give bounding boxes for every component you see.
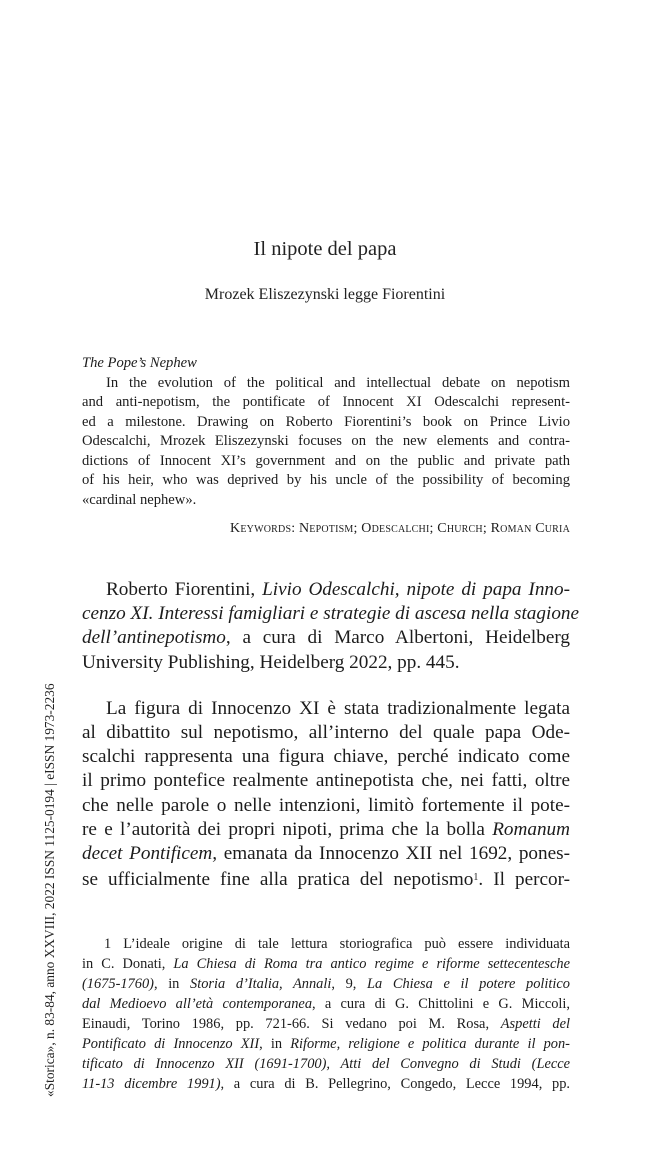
footnote-italic: tificato di Innocenzo XII (1691-1700), Atti del Convegno di Studi (Lecce xyxy=(82,1056,570,1072)
footnote-italic: Storia d’Italia, Annali xyxy=(190,976,332,992)
footnote-italic: La Chiesa di Roma tra antico regime e riforme settecentesche xyxy=(173,956,570,972)
citation-line xyxy=(82,626,570,650)
footnote-italic: (1675-1760) xyxy=(82,976,154,992)
abstract-line: of his heir, who was deprived by his uncle of the possibility of becoming xyxy=(82,472,570,488)
abstract-line: and anti-nepotism, the pontificate of Innocent XI Odescalchi represent- xyxy=(82,394,570,410)
body-text: emanata da Innocenzo XII nel 1692, pones- xyxy=(217,843,570,865)
abstract xyxy=(82,354,570,510)
abstract-line: Odescalchi, Mrozek Eliszezynski focuses on the new elements and contra- xyxy=(82,433,570,449)
body-line: La figura di Innocenzo XI è stata tradizionalmente legata xyxy=(106,697,570,719)
footnote-line xyxy=(82,1034,570,1054)
footnote-italic: La Chiesa e il potere politico xyxy=(367,976,570,992)
body-line: scalchi rappresenta una figura chiave, perché indicato come xyxy=(82,746,570,768)
footnote-line xyxy=(82,1014,570,1034)
citation-line xyxy=(82,578,570,602)
footnote-line xyxy=(82,954,570,974)
footnote-line xyxy=(82,1054,570,1074)
footnote-line xyxy=(82,1074,570,1094)
body-line: che nelle parole o nelle intenzioni, limitò fortemente il pote- xyxy=(82,794,570,816)
footnote-text: , in xyxy=(153,976,191,992)
footnote-italic: Aspetti del xyxy=(500,1016,571,1032)
keywords: Keywords: Nepotism; Odescalchi; Church; Roman Curia xyxy=(230,521,570,536)
footnote-italic: dal Medioevo all’età contemporanea xyxy=(82,996,313,1012)
body-text: se ufficialmente fine alla pratica del nepotismo xyxy=(82,869,474,891)
footnote-line xyxy=(82,994,570,1014)
body-paragraph xyxy=(82,697,570,893)
citation-line: University Publishing, Heidelberg 2022, pp. 445. xyxy=(82,651,460,673)
citation-title: cenzo XI. Interessi famigliari e strategie di ascesa nella stagione xyxy=(82,603,580,625)
footnote-italic: Riforme, religione e politica durante il pon- xyxy=(290,1036,570,1052)
footnote-text: in C. Donati, xyxy=(82,956,174,972)
article-title: Il nipote del papa xyxy=(253,238,397,260)
abstract-line: dictions of Innocent XI’s government and on the public and private path xyxy=(82,452,570,469)
abstract-line: ed a milestone. Drawing on Roberto Fiorentini’s book on Prince Livio xyxy=(82,413,570,430)
footnote-text: Einaudi, Torino 1986, pp. 721-66. Si vedano poi M. Rosa, xyxy=(82,1016,501,1032)
footnote-text: , a cura di B. Pellegrino, Congedo, Lecce 1994, pp. xyxy=(220,1076,570,1092)
body-line: il primo pontefice realmente antinepotista che, nei fatti, oltre xyxy=(82,770,570,792)
footnote-line: 1 L’ideale origine di tale lettura storiografica può essere individuata xyxy=(104,936,570,952)
footnote-line xyxy=(82,974,570,994)
footnote-text: , 9, xyxy=(331,976,368,992)
body-line xyxy=(82,842,570,866)
body-italic: Romanum xyxy=(492,818,570,840)
body-line: al dibattito sul nepotismo, all’interno del quale papa Ode- xyxy=(82,722,570,744)
citation-line xyxy=(82,602,580,626)
body-line xyxy=(82,866,570,892)
body-text: . Il percor- xyxy=(478,869,570,891)
abstract-line: In the evolution of the political and intellectual debate on nepotism xyxy=(106,374,570,391)
footnote-italic: Pontificato di Innocenzo XII xyxy=(82,1036,260,1052)
body-text: re e l’autorità dei propri nipoti, prima che la bolla xyxy=(82,818,493,840)
body-line xyxy=(82,818,570,842)
review-body xyxy=(82,578,580,892)
footnote-italic: 11-13 dicembre 1991) xyxy=(82,1076,221,1092)
book-citation xyxy=(82,578,580,675)
body-italic: decet Pontificem, xyxy=(82,843,218,865)
footnote-text: , in xyxy=(259,1036,291,1052)
citation-title: dell’antinepotismo xyxy=(82,627,226,649)
abstract-line: «cardinal nephew». xyxy=(82,491,197,508)
article-subtitle: Mrozek Eliszezynski legge Fiorentini xyxy=(204,286,446,303)
footnote xyxy=(82,934,570,1094)
citation-title: Livio Odescalchi, nipote di papa Inno- xyxy=(262,579,570,600)
citation-author: Roberto Fiorentini, xyxy=(106,579,263,600)
journal-sidebar: «Storica», n. 83-84, anno XXVIII, 2022 ISSN 1125-0194 | eISSN 1973-2236 xyxy=(42,683,57,1097)
citation-text: , a cura di Marco Albertoni, Heidelberg xyxy=(225,627,570,649)
abstract-heading: The Pope’s Nephew xyxy=(82,355,197,371)
footnote-text: , a cura di G. Chittolini e G. Miccoli, xyxy=(312,996,570,1012)
footnote-ref[interactable]: 1 xyxy=(473,872,479,884)
